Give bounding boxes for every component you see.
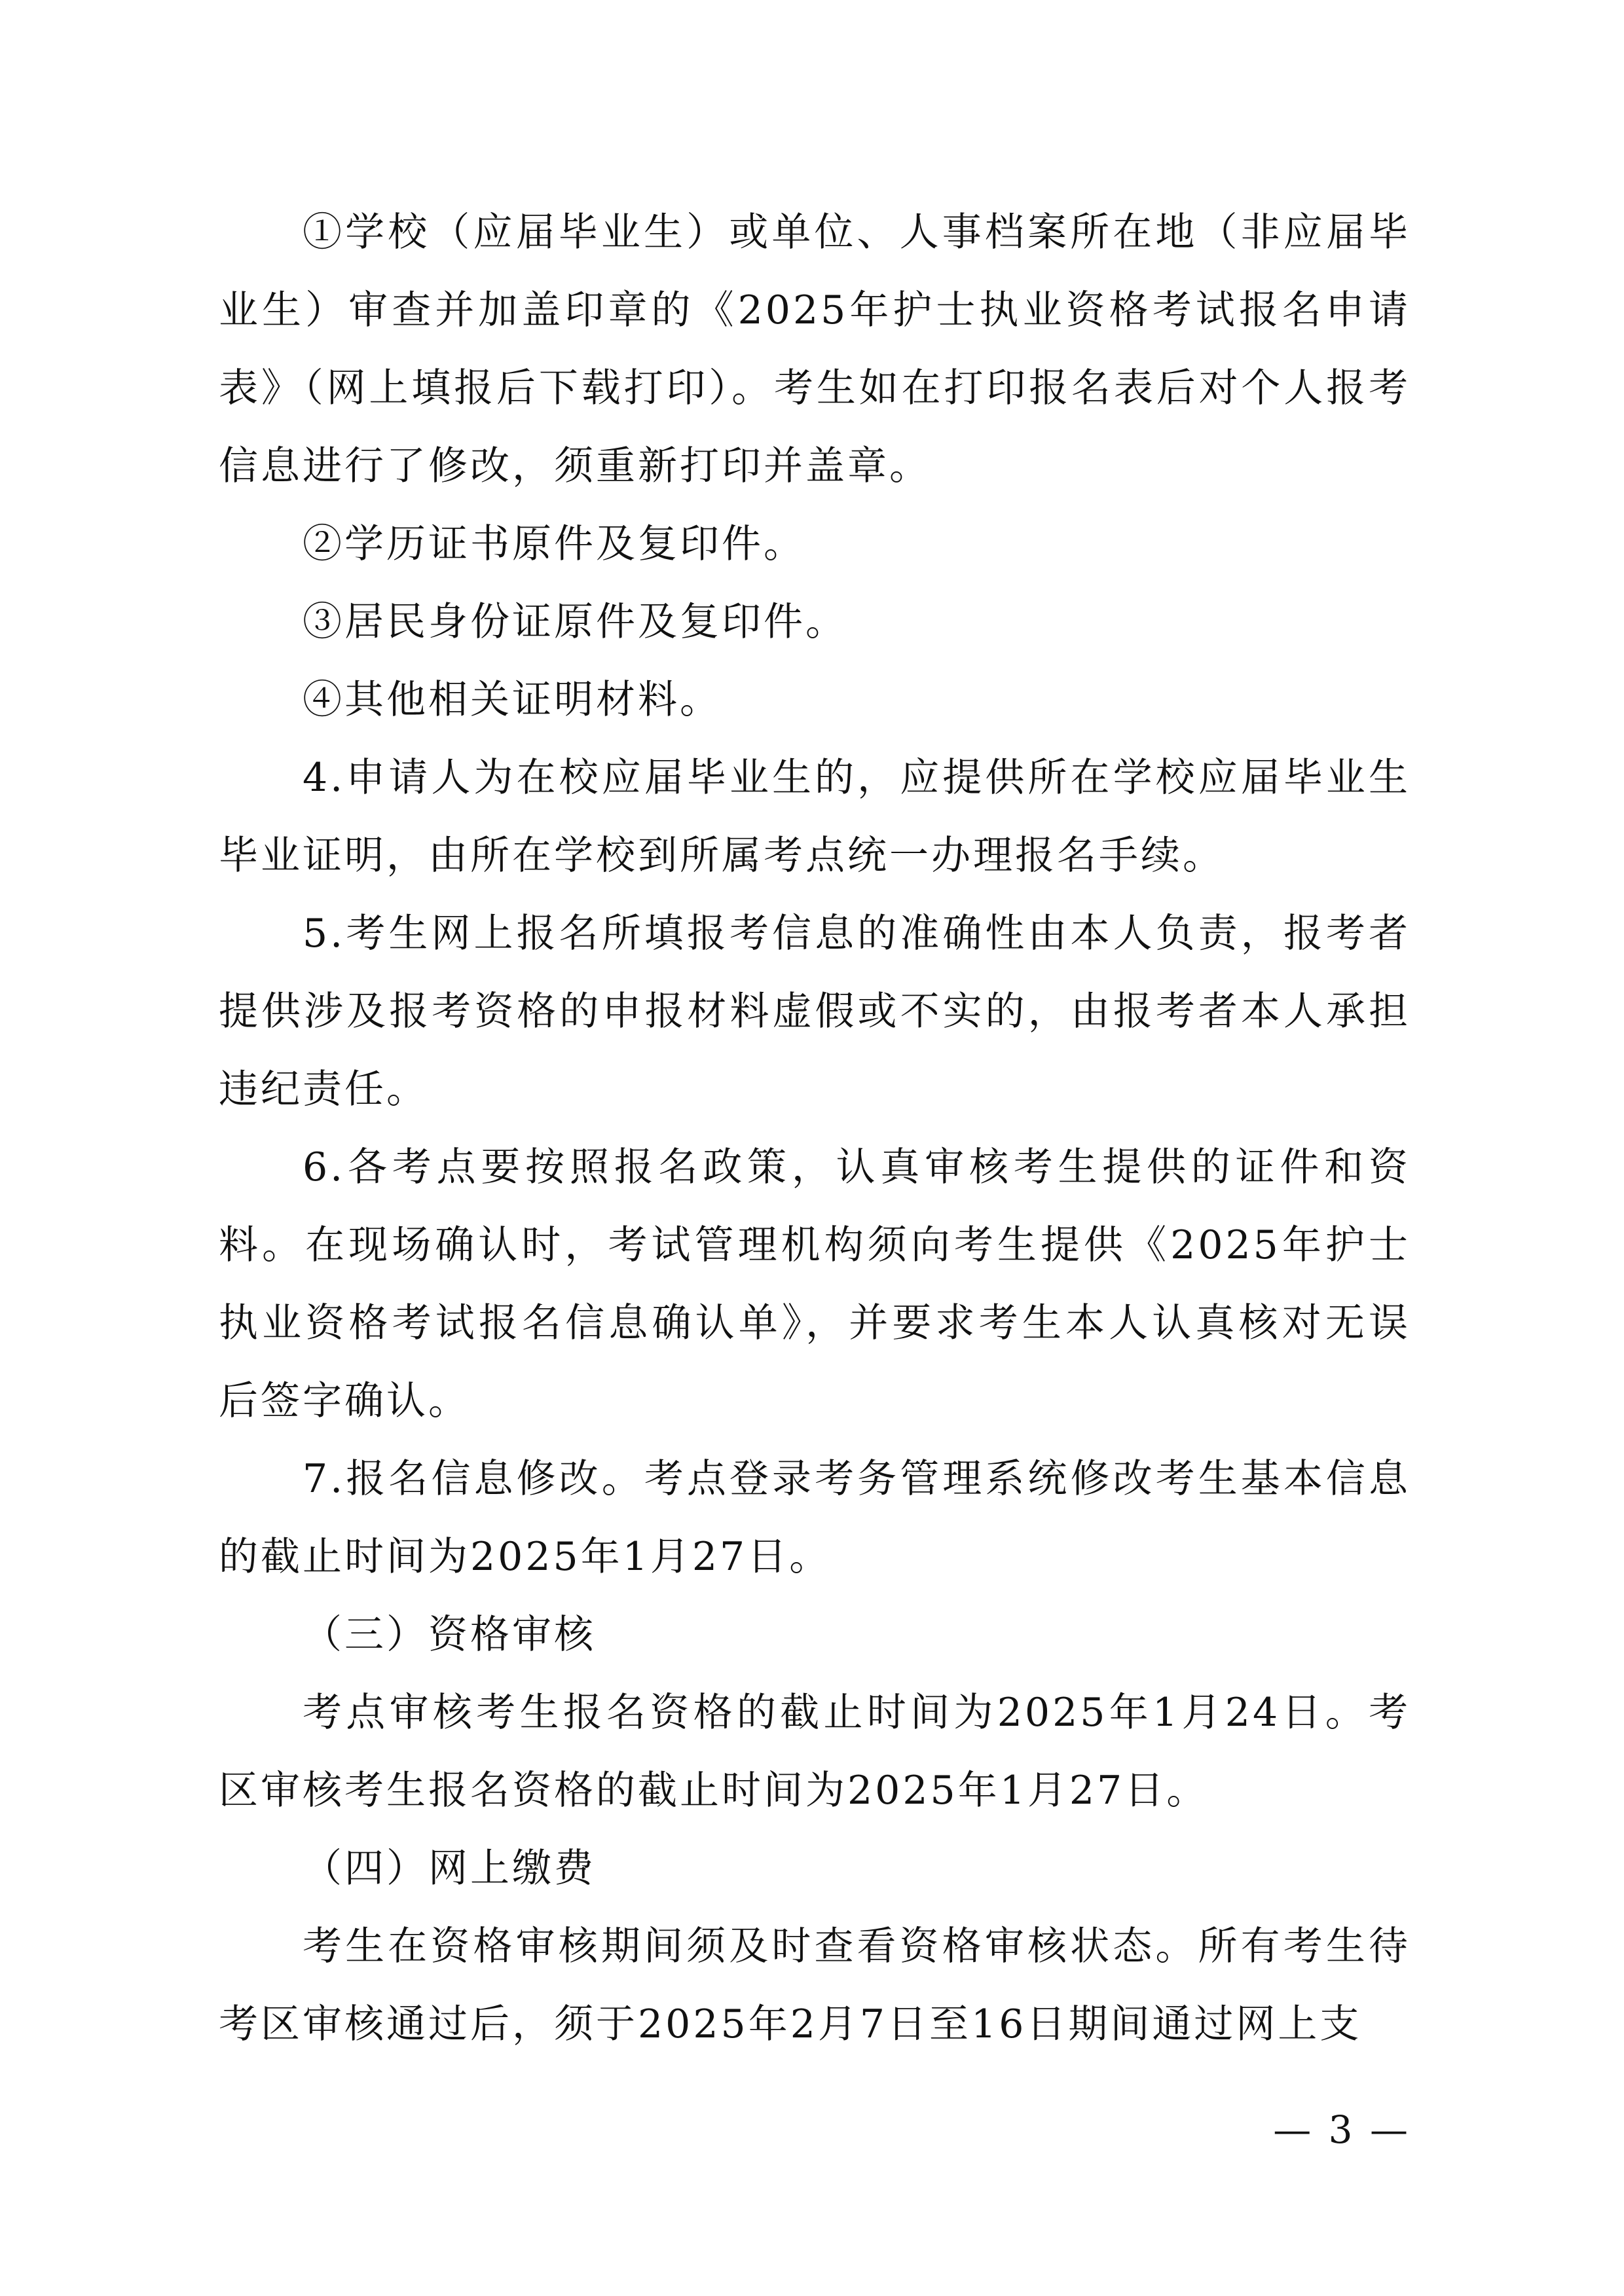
paragraph-item-6: 6.各考点要按照报名政策，认真审核考生提供的证件和资料。在现场确认时，考试管理机构须向考生提供《2025年护士执业资格考试报名信息确认单》，并要求考生本人认真核对无误后签字确认。: [219, 1144, 1411, 1424]
section-heading-qualification-review: （三）资格审核: [303, 1612, 596, 1658]
paragraph-payment-period: 考生在资格审核期间须及时查看资格审核状态。所有考生待考区审核通过后，须于2025年2月7日至16日期间通过网上支: [219, 1923, 1411, 2047]
paragraph-application-form: ①学校（应届毕业生）或单位、人事档案所在地（非应届毕业生）审查并加盖印章的《2025年护士执业资格考试报名申请表》（网上填报后下载打印）。考生如在打印报名表后对个人报考信息进行了修改，须重新打印并盖章。: [219, 210, 1411, 489]
page-number: — 3 —: [1273, 2107, 1411, 2152]
paragraph-item-5: 5.考生网上报名所填报考信息的准确性由本人负责，报考者提供涉及报考资格的申报材料虚假或不实的，由报考者本人承担违纪责任。: [219, 911, 1411, 1112]
document-body: [219, 194, 1411, 2064]
paragraph-id-card: ③居民身份证原件及复印件。: [303, 599, 847, 645]
paragraph-other-materials: ④其他相关证明材料。: [303, 677, 722, 723]
section-heading-online-payment: （四）网上缴费: [303, 1846, 596, 1891]
paragraph-item-4: 4.申请人为在校应届毕业生的，应提供所在学校应届毕业生毕业证明，由所在学校到所属考点统一办理报名手续。: [219, 755, 1411, 879]
paragraph-education-certificate: ②学历证书原件及复印件。: [303, 521, 805, 567]
paragraph-review-deadlines: 考点审核考生报名资格的截止时间为2025年1月24日。考区审核考生报名资格的截止时间为2025年1月27日。: [219, 1690, 1411, 1813]
paragraph-item-7: 7.报名信息修改。考点登录考务管理系统修改考生基本信息的截止时间为2025年1月27日。: [219, 1456, 1411, 1580]
